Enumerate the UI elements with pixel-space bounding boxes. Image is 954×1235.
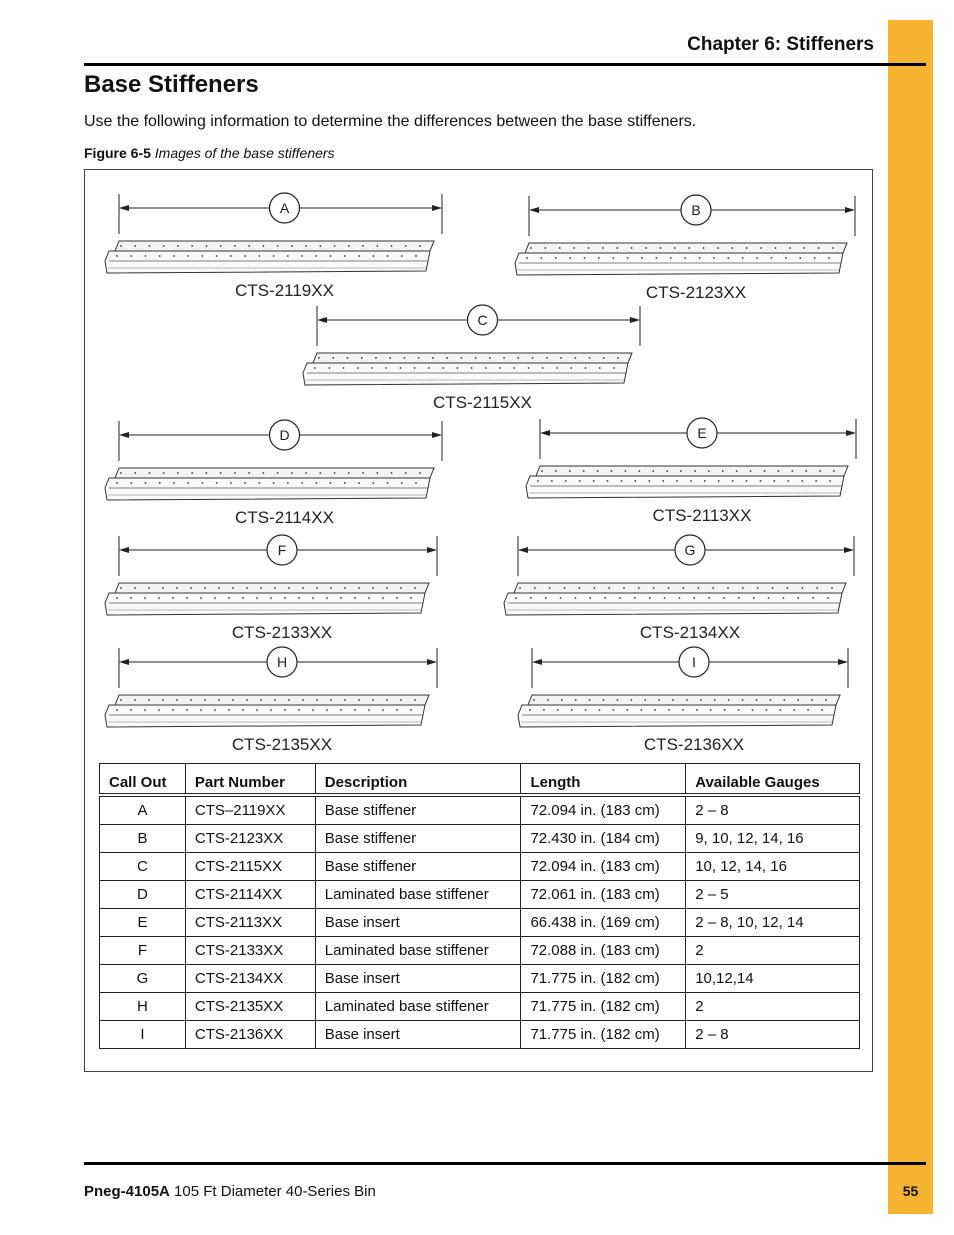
part-label: CTS-2115XX: [433, 393, 532, 412]
stiffener-profile: [518, 695, 840, 727]
stiffener-profile: [303, 353, 632, 385]
table-row: [100, 825, 860, 853]
part-label: CTS-2133XX: [231, 623, 333, 642]
callout-letter: I: [692, 654, 696, 670]
callout-letter: G: [684, 542, 696, 558]
part-label: CTS-2119XX: [235, 281, 334, 300]
col-header-gauges: Available Gauges: [686, 764, 860, 796]
call-out-cell: A: [100, 795, 186, 825]
stiffener-illustration: [303, 305, 640, 412]
description-cell: Base stiffener: [315, 853, 521, 881]
page-number: 55: [902, 1183, 919, 1199]
gauges-cell: 2 – 8, 10, 12, 14: [686, 909, 860, 937]
description-cell: Laminated base stiffener: [315, 993, 521, 1021]
length-cell: 71.775 in. (182 cm): [521, 965, 686, 993]
stiffener-profile: [105, 583, 429, 615]
table-row: [100, 965, 860, 993]
chapter-heading: Chapter 6: Stiffeners: [687, 34, 874, 55]
gauges-cell: 10, 12, 14, 16: [686, 853, 860, 881]
call-out-cell: D: [100, 881, 186, 909]
stiffener-illustration: [105, 535, 437, 642]
stiffener-profile: [504, 583, 846, 615]
part-number-cell: CTS-2136XX: [185, 1021, 315, 1049]
gauges-cell: 2: [686, 993, 860, 1021]
chapter-side-tab: [888, 20, 933, 1214]
figure-caption-text: Images of the base stiffeners: [154, 145, 335, 161]
callout-letter: B: [691, 202, 701, 218]
gauges-cell: 2: [686, 937, 860, 965]
description-cell: Base stiffener: [315, 795, 521, 825]
length-cell: 72.094 in. (183 cm): [521, 795, 686, 825]
col-header-length: Length: [521, 764, 686, 796]
table-row: [100, 909, 860, 937]
part-number-cell: CTS–2119XX: [185, 795, 315, 825]
description-cell: Laminated base stiffener: [315, 881, 521, 909]
description-cell: Base stiffener: [315, 825, 521, 853]
table-row: [100, 881, 860, 909]
col-header-description: Description: [315, 764, 521, 796]
stiffener-profile: [105, 695, 429, 727]
call-out-cell: F: [100, 937, 186, 965]
table-row: [100, 795, 860, 825]
length-cell: 72.088 in. (183 cm): [521, 937, 686, 965]
stiffener-illustration: [515, 195, 855, 302]
description-cell: Base insert: [315, 965, 521, 993]
call-out-cell: B: [100, 825, 186, 853]
stiffener-profile: [105, 468, 434, 500]
stiffener-illustration: [105, 420, 442, 527]
stiffener-profile: [105, 241, 434, 273]
part-number-cell: CTS-2134XX: [185, 965, 315, 993]
footer-rule: [84, 1162, 926, 1165]
callout-letter: A: [279, 200, 290, 216]
table-header-row: [100, 764, 860, 796]
part-label: CTS-2135XX: [231, 735, 333, 754]
table-row: [100, 853, 860, 881]
length-cell: 71.775 in. (182 cm): [521, 1021, 686, 1049]
stiffener-illustrations: [85, 170, 872, 760]
part-number-cell: CTS-2133XX: [185, 937, 315, 965]
part-number-cell: CTS-2115XX: [185, 853, 315, 881]
part-label: CTS-2136XX: [643, 735, 745, 754]
stiffener-profile: [526, 466, 848, 498]
gauges-cell: 2 – 5: [686, 881, 860, 909]
gauges-cell: 2 – 8: [686, 1021, 860, 1049]
gauges-cell: 2 – 8: [686, 795, 860, 825]
part-label: CTS-2114XX: [235, 508, 334, 527]
stiffener-illustration: [105, 193, 442, 300]
table-row: [100, 937, 860, 965]
callout-letter: H: [276, 654, 288, 670]
col-header-call-out: Call Out: [100, 764, 186, 796]
call-out-cell: E: [100, 909, 186, 937]
stiffener-illustration: [526, 418, 856, 525]
gauges-cell: 10,12,14: [686, 965, 860, 993]
part-number-cell: CTS-2135XX: [185, 993, 315, 1021]
description-cell: Laminated base stiffener: [315, 937, 521, 965]
figure-caption: [84, 145, 335, 161]
gauges-cell: 9, 10, 12, 14, 16: [686, 825, 860, 853]
length-cell: 72.061 in. (183 cm): [521, 881, 686, 909]
stiffener-illustration: [504, 535, 854, 642]
callout-letter: D: [279, 427, 290, 443]
base-stiffeners-table: [99, 763, 860, 1049]
table-row: [100, 993, 860, 1021]
length-cell: 66.438 in. (169 cm): [521, 909, 686, 937]
part-number-cell: CTS-2114XX: [185, 881, 315, 909]
callout-letter: C: [477, 312, 488, 328]
table-row: [100, 1021, 860, 1049]
callout-letter: F: [277, 542, 287, 558]
callout-letter: E: [697, 425, 707, 441]
stiffener-illustration: [105, 647, 437, 754]
call-out-cell: C: [100, 853, 186, 881]
figure-frame: [84, 169, 873, 1072]
part-label: CTS-2134XX: [639, 623, 741, 642]
part-number-cell: CTS-2113XX: [185, 909, 315, 937]
call-out-cell: I: [100, 1021, 186, 1049]
part-number-cell: CTS-2123XX: [185, 825, 315, 853]
length-cell: 72.094 in. (183 cm): [521, 853, 686, 881]
header-rule: [84, 63, 926, 66]
call-out-cell: G: [100, 965, 186, 993]
part-label: CTS-2123XX: [645, 283, 747, 302]
stiffener-profile: [515, 243, 847, 275]
length-cell: 71.775 in. (182 cm): [521, 993, 686, 1021]
length-cell: 72.430 in. (184 cm): [521, 825, 686, 853]
part-label: CTS-2113XX: [652, 506, 752, 525]
doc-code: Pneg-4105A: [84, 1183, 170, 1200]
stiffener-illustration: [518, 647, 848, 754]
description-cell: Base insert: [315, 909, 521, 937]
doc-title: 105 Ft Diameter 40-Series Bin: [174, 1183, 376, 1200]
intro-paragraph: Use the following information to determine the differences between the base stiffeners.: [84, 113, 697, 130]
page-title: Base Stiffeners: [84, 71, 259, 98]
description-cell: Base insert: [315, 1021, 521, 1049]
figure-number: Figure 6-5: [84, 145, 151, 161]
call-out-cell: H: [100, 993, 186, 1021]
footer: [84, 1183, 376, 1200]
col-header-part-number: Part Number: [185, 764, 315, 796]
